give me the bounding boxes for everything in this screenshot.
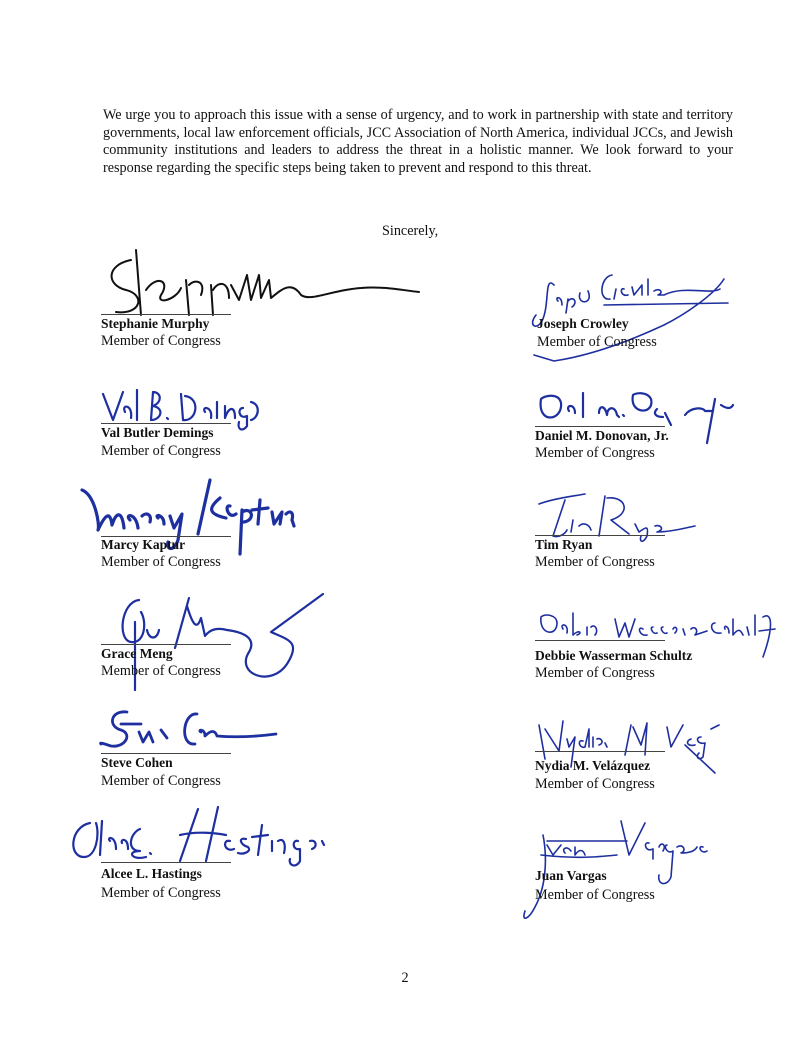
signature-block-tim-ryan — [535, 484, 795, 604]
signatory-name: Grace Meng — [101, 646, 173, 661]
signatory-name: Steve Cohen — [101, 755, 173, 770]
signatory-name: Daniel M. Donovan, Jr. — [535, 428, 669, 443]
signatory-title: Member of Congress — [535, 554, 655, 570]
signature-block-grace-meng — [101, 592, 361, 712]
signature-block-stephanie-murphy — [101, 240, 361, 360]
page-number: 2 — [401, 970, 409, 986]
signatory-title: Member of Congress — [101, 554, 221, 570]
signatory-name: Nydia M. Velázquez — [535, 758, 651, 773]
handwritten-signature — [101, 240, 431, 320]
signatory-title: Member of Congress — [101, 663, 221, 679]
signatory-name: Debbie Wasserman Schultz — [535, 648, 693, 663]
signature-block-marcy-kaptur — [80, 470, 340, 590]
signature-block-steve-cohen — [101, 702, 361, 822]
signature-block-juan-vargas — [517, 815, 777, 935]
signatory-title: Member of Congress — [101, 773, 221, 789]
signatory-title: Member of Congress — [535, 887, 655, 903]
signatory-name: Tim Ryan — [535, 537, 593, 552]
signatory-title: Member of Congress — [535, 776, 655, 792]
signatory-title: Member of Congress — [535, 445, 655, 461]
signatory-name: Joseph Crowley — [537, 316, 629, 331]
handwritten-signature — [66, 805, 356, 875]
signatory-title: Member of Congress — [101, 885, 221, 901]
signature-block-joseph-crowley — [514, 265, 774, 385]
letter-closing: Sincerely, — [382, 223, 439, 239]
signatory-name: Juan Vargas — [535, 868, 607, 883]
signatory-name: Val Butler Demings — [101, 425, 214, 440]
signatory-name: Stephanie Murphy — [101, 316, 210, 331]
signature-block-alcee-hastings — [66, 805, 326, 925]
signature-block-debbie-wasserman-schultz — [535, 605, 795, 725]
letter-body-paragraph: We urge you to approach this issue with a sense of urgency, and to work in partnership with state and territory governments, local law enforcement officials, JCC Association of North America, individual JCCs, and Jewish community institutions and leaders to address the threat in a holistic manner. We look forward to your response regarding the specific steps being taken to prevent and respond to this threat. — [103, 107, 733, 176]
signatory-title: Member of Congress — [537, 334, 657, 350]
signatory-title: Member of Congress — [101, 333, 221, 349]
signatory-title: Member of Congress — [101, 443, 221, 459]
signatory-name: Alcee L. Hastings — [101, 866, 202, 881]
signatory-title: Member of Congress — [535, 665, 655, 681]
signatory-name: Marcy Kaptur — [101, 537, 186, 552]
